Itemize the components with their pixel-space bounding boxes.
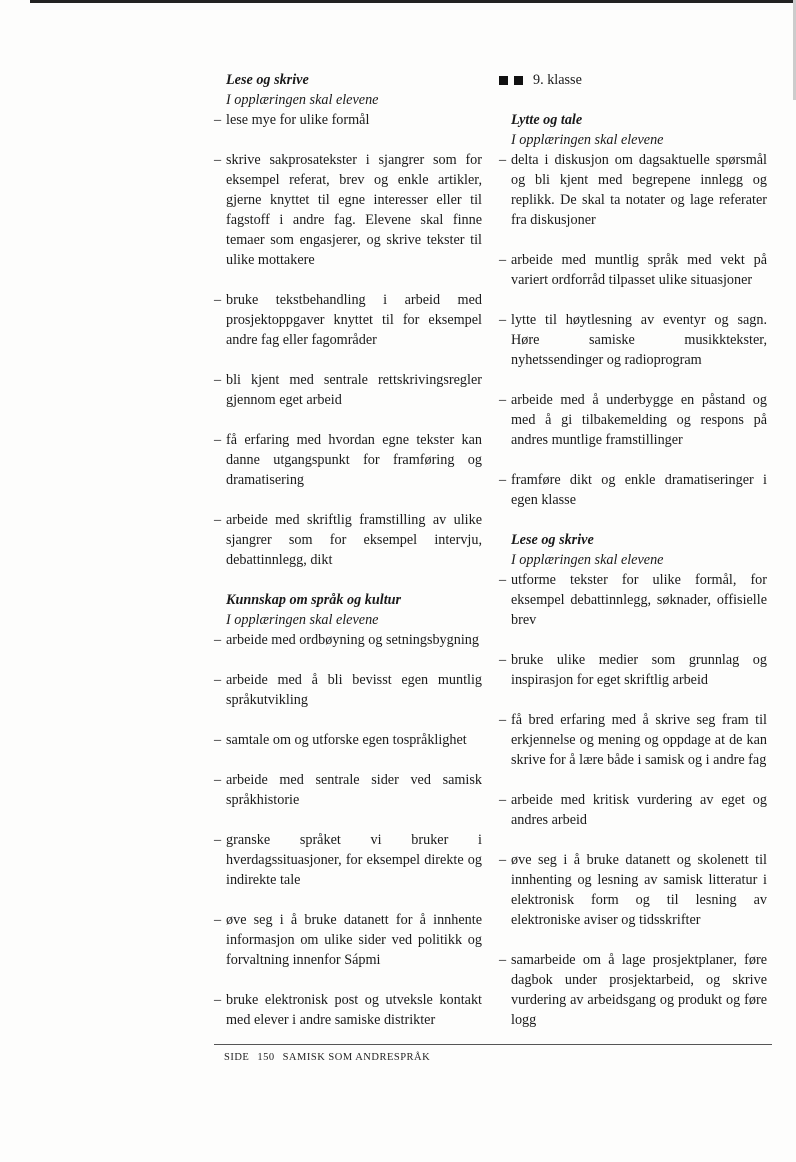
right-section-lytte-og-tale: [499, 110, 767, 510]
page-number: 150: [257, 1052, 275, 1063]
list-item: [214, 770, 482, 810]
list-item-text: øve seg i å bruke datanett for å innhente informasjon om ulike sider ved politikk og forvaltning innenfor Sápmi: [226, 912, 482, 968]
list-item-text: framføre dikt og enkle dramatiseringer i egen klasse: [511, 472, 767, 508]
dash-bullet-icon: –: [214, 112, 222, 128]
list-item: [499, 570, 767, 630]
dash-bullet-icon: –: [214, 672, 222, 688]
grade-heading: [499, 70, 767, 90]
list-item-text: øve seg i å bruke datanett og skolenett til innhenting og lesning av samisk litteratur i elektronisk form og til lesning av elektroniske aviser og tidsskrifter: [511, 852, 767, 928]
list-item: [499, 250, 767, 290]
list-item: [214, 630, 482, 650]
section-subheading: I opplæringen skal elevene: [226, 92, 379, 108]
footer-title: SAMISK SOM ANDRESPRÅK: [282, 1052, 431, 1063]
item-list: [214, 110, 482, 570]
list-item: [214, 730, 482, 750]
left-column: [214, 70, 482, 1050]
list-item-text: bli kjent med sentrale rettskrivingsregler gjennom eget arbeid: [226, 372, 482, 408]
list-item-text: skrive sakprosatekster i sjangrer som for eksempel referat, brev og enkle artikler, gjerne knyttet til egne interesser eller til fagstoff i andre fag. Elevene skal finne temaer som engasjerer, og skrive tekster til ulike mottakere: [226, 152, 482, 268]
item-list: [214, 630, 482, 1030]
dash-bullet-icon: –: [214, 372, 222, 388]
dash-bullet-icon: –: [499, 392, 507, 408]
right-section-lese-og-skrive: [499, 530, 767, 1030]
list-item-text: arbeide med muntlig språk med vekt på variert ordforråd tilpasset ulike situasjoner: [511, 252, 767, 288]
list-item: [214, 510, 482, 570]
dash-bullet-icon: –: [499, 472, 507, 488]
list-item: [214, 290, 482, 350]
dash-bullet-icon: –: [214, 772, 222, 788]
list-item-text: arbeide med å bli bevisst egen muntlig språkutvikling: [226, 672, 482, 708]
list-item-text: lese mye for ulike formål: [226, 112, 370, 128]
item-list: [499, 570, 767, 1030]
list-item: [214, 990, 482, 1030]
list-item-text: arbeide med kritisk vurdering av eget og andres arbeid: [511, 792, 767, 828]
dash-bullet-icon: –: [214, 992, 222, 1008]
list-item: [499, 710, 767, 770]
dash-bullet-icon: –: [214, 292, 222, 308]
list-item: [499, 470, 767, 510]
list-item: [214, 910, 482, 970]
list-item: [499, 150, 767, 230]
list-item-text: arbeide med ordbøyning og setningsbygning: [226, 632, 479, 648]
list-item-text: delta i diskusjon om dagsaktuelle spørsmål og bli kjent med begrepene innlegg og replikk. De skal ta notater og lage referater fra diskusjoner: [511, 152, 767, 228]
dash-bullet-icon: –: [499, 152, 507, 168]
dash-bullet-icon: –: [214, 632, 222, 648]
dash-bullet-icon: –: [499, 712, 507, 728]
dash-bullet-icon: –: [499, 572, 507, 588]
list-item: [499, 310, 767, 370]
dash-bullet-icon: –: [499, 852, 507, 868]
list-item: [214, 110, 482, 130]
square-bullet-icon: [499, 76, 508, 85]
section-heading: Kunnskap om språk og kultur: [226, 592, 402, 608]
list-item-text: samarbeide om å lage prosjektplaner, føre dagbok under prosjektarbeid, og skrive vurdering av arbeidsgang og produkt og føre logg: [511, 952, 767, 1028]
top-rule: [30, 0, 796, 3]
list-item-text: bruke elektronisk post og utveksle kontakt med elever i andre samiske distrikter: [226, 992, 482, 1028]
dash-bullet-icon: –: [214, 512, 222, 528]
item-list: [499, 150, 767, 510]
left-section-kunnskap: [214, 590, 482, 1030]
list-item-text: arbeide med sentrale sider ved samisk språkhistorie: [226, 772, 482, 808]
section-heading: Lytte og tale: [511, 112, 583, 128]
right-column: [499, 70, 767, 1050]
list-item-text: arbeide med å underbygge en påstand og med å gi tilbakemelding og respons på andres muntlige framstillinger: [511, 392, 767, 448]
dash-bullet-icon: –: [214, 832, 222, 848]
list-item: [499, 790, 767, 830]
dash-bullet-icon: –: [499, 252, 507, 268]
list-item: [214, 150, 482, 270]
list-item-text: få bred erfaring med å skrive seg fram til erkjennelse og mening og oppdage at de kan skrive for å lære både i samisk og i andre fag: [511, 712, 767, 768]
list-item: [499, 390, 767, 450]
dash-bullet-icon: –: [499, 652, 507, 668]
section-subheading: I opplæringen skal elevene: [226, 612, 379, 628]
list-item: [214, 370, 482, 410]
dash-bullet-icon: –: [214, 152, 222, 168]
list-item: [214, 430, 482, 490]
list-item: [214, 830, 482, 890]
dash-bullet-icon: –: [499, 312, 507, 328]
section-subheading: I opplæringen skal elevene: [511, 132, 664, 148]
square-bullet-icon: [514, 76, 523, 85]
list-item-text: samtale om og utforske egen tospråklighet: [226, 732, 467, 748]
list-item-text: arbeide med skriftlig framstilling av ulike sjangrer som for eksempel intervju, debattinnlegg, dikt: [226, 512, 482, 568]
list-item: [499, 950, 767, 1030]
list-item: [499, 650, 767, 690]
list-item-text: få erfaring med hvordan egne tekster kan danne utgangspunkt for framføring og dramatisering: [226, 432, 482, 488]
dash-bullet-icon: –: [214, 432, 222, 448]
dash-bullet-icon: –: [499, 952, 507, 968]
list-item-text: bruke ulike medier som grunnlag og inspirasjon for eget skriftlig arbeid: [511, 652, 767, 688]
footer-rule: [214, 1044, 772, 1045]
list-item-text: granske språket vi bruker i hverdagssituasjoner, for eksempel direkte og indirekte tale: [226, 832, 482, 888]
section-subheading: I opplæringen skal elevene: [511, 552, 664, 568]
page-footer: [224, 1052, 438, 1063]
dash-bullet-icon: –: [499, 792, 507, 808]
footer-side-label: SIDE: [224, 1052, 250, 1063]
section-heading: Lese og skrive: [511, 532, 594, 548]
list-item-text: bruke tekstbehandling i arbeid med prosjektoppgaver knyttet til for eksempel andre fag eller fagområder: [226, 292, 482, 348]
list-item-text: utforme tekster for ulike formål, for eksempel debattinnlegg, søknader, offisielle brev: [511, 572, 767, 628]
list-item-text: lytte til høytlesning av eventyr og sagn. Høre samiske musikktekster, nyhetssendinger og radioprogram: [511, 312, 767, 368]
list-item: [214, 670, 482, 710]
left-section-lese-og-skrive: [214, 70, 482, 570]
section-heading: Lese og skrive: [226, 72, 309, 88]
grade-label: 9. klasse: [533, 72, 582, 88]
list-item: [499, 850, 767, 930]
dash-bullet-icon: –: [214, 732, 222, 748]
dash-bullet-icon: –: [214, 912, 222, 928]
